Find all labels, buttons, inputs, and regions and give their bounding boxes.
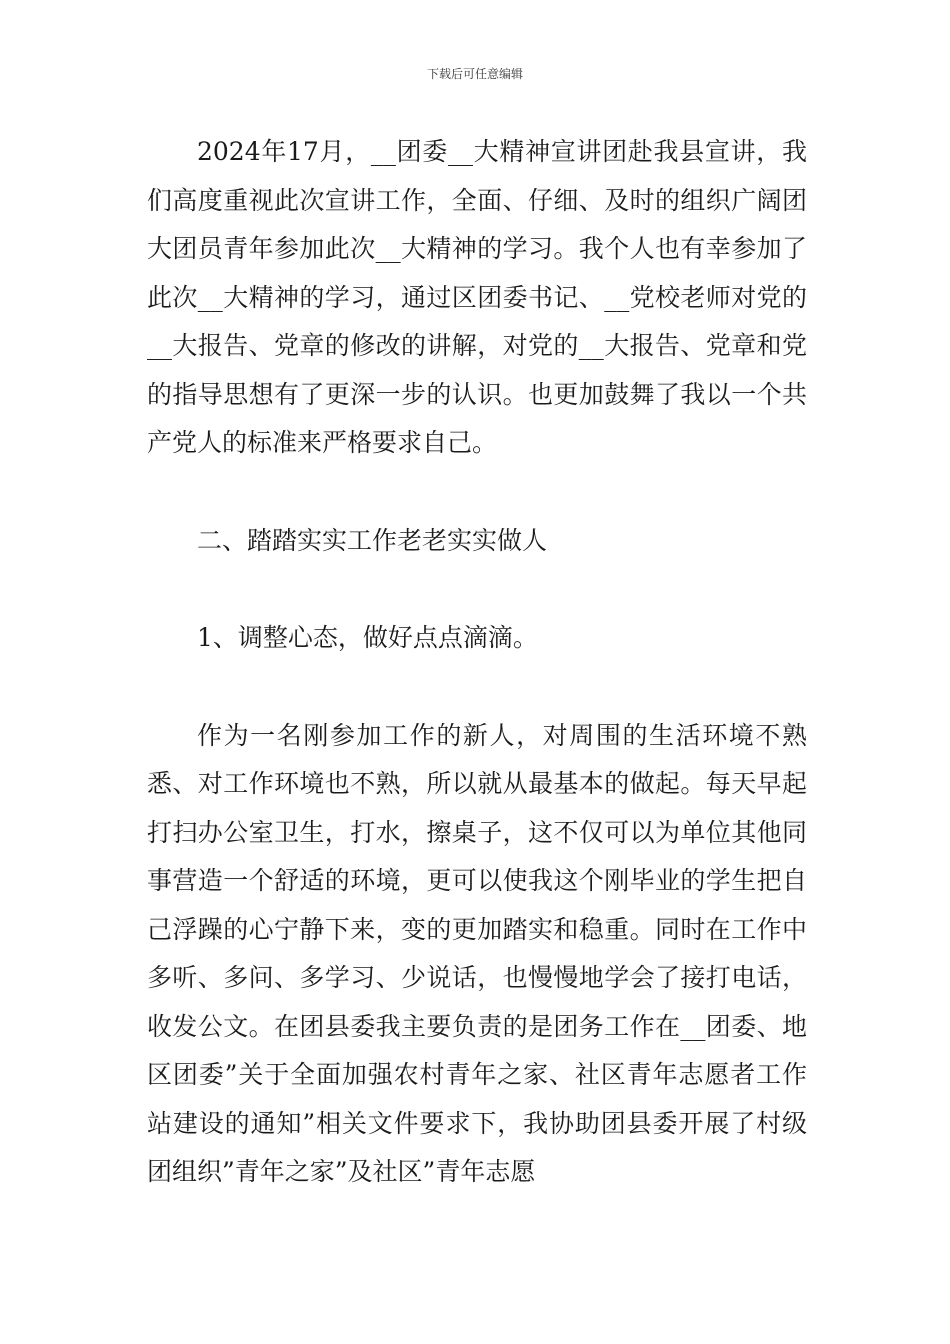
subsection-heading-1: 1、调整心态，做好点点滴滴。: [197, 623, 538, 652]
section-heading-2: 二、踏踏实实工作老老实实做人: [197, 525, 548, 555]
page-header-note: 下载后可任意编辑: [426, 67, 523, 81]
document-body: [147, 128, 807, 1197]
paragraph-new-employee: 作为一名刚参加工作的新人，对周围的生活环境不熟悉、对工作环境也不熟，所以就从最基本的做起。每天早起打扫办公室卫生，打水，擦桌子，这不仅可以为单位其他同事营造一个舒适的环境，更可以使我这个刚毕业的学生把自己浮躁的心宁静下来，变的更加踏实和稳重。同时在工作中多听、多问、多学习、少说话，也慢慢地学会了接打电话，收发公文。在团县委我主要负责的是团务工作在__团委、地区团委”关于全面加强农村青年之家、社区青年志愿者工作站建设的通知”相关文件要求下，我协助团县委开展了村级团组织”青年之家”及社区”青年志愿: [147, 720, 807, 1186]
paragraph-report-study: 2024年17月，__团委__大精神宣讲团赴我县宣讲，我们高度重视此次宣讲工作，全面、仔细、及时的组织广阔团大团员青年参加此次__大精神的学习。我个人也有幸参加了此次__大精神的学习，通过区团委书记、__党校老师对党的__大报告、党章的修改的讲解，对党的__大报告、党章和党的指导思想有了更深一步的认识。也更加鼓舞了我以一个共产党人的标准来严格要求自己。: [147, 137, 807, 457]
